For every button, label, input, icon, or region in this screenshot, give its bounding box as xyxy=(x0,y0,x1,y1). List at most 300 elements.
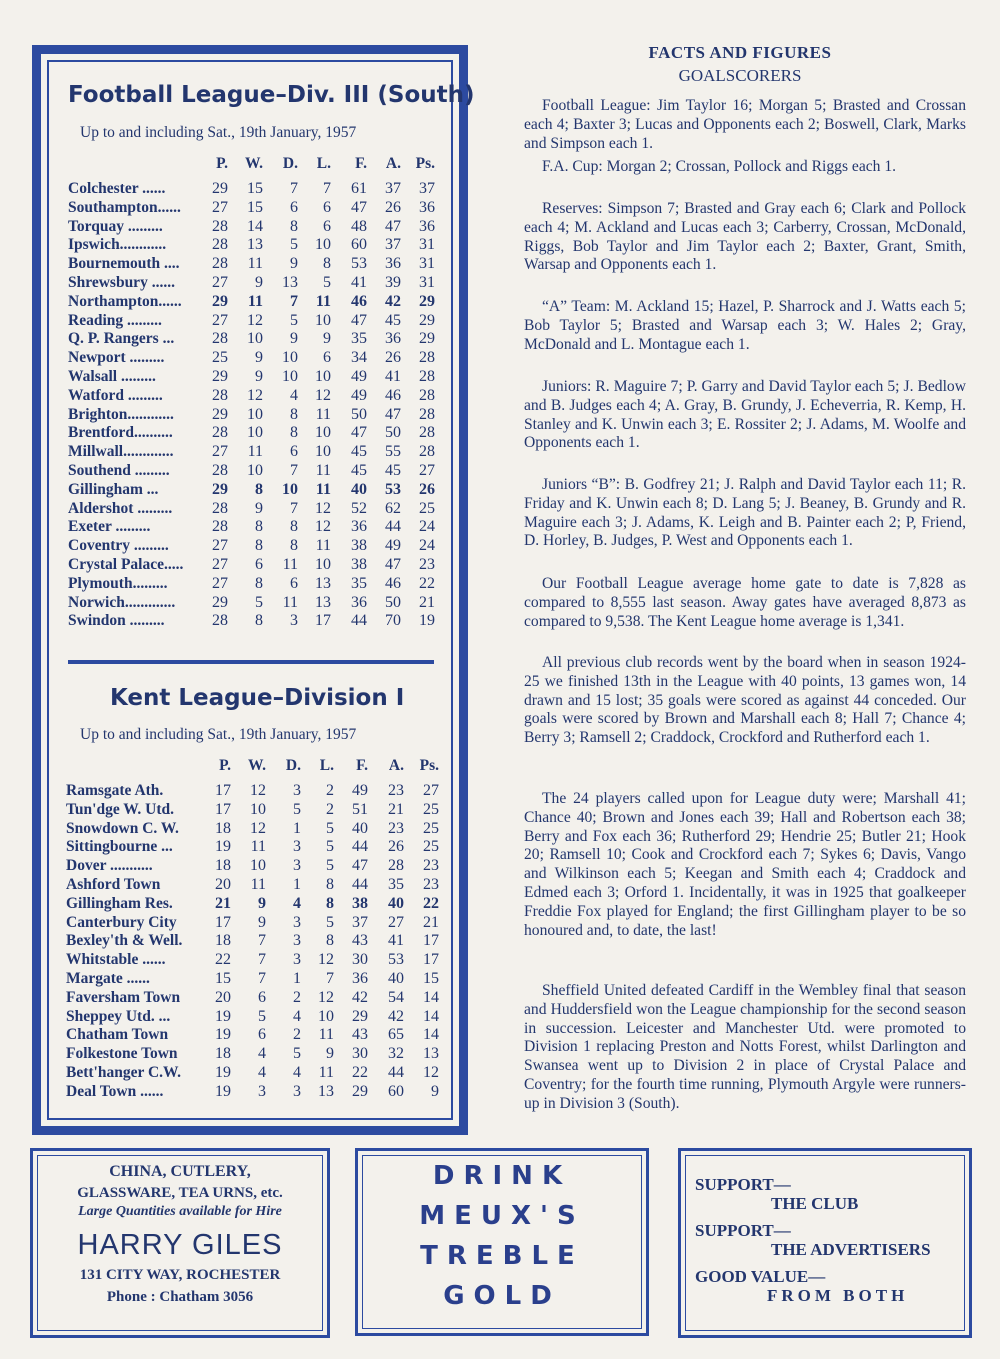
cell-p: 29 xyxy=(212,180,228,197)
div3-header-f: F. xyxy=(355,155,367,172)
facts-heading: FACTS AND FIGURES xyxy=(648,43,832,62)
harry-giles-advert xyxy=(30,1148,330,1338)
cell-w: 10 xyxy=(247,330,263,348)
cell-w: 3 xyxy=(258,1082,266,1100)
cell-d: 2 xyxy=(293,1026,301,1044)
para-a-team: “A” Team: M. Ackland 15; Hazel, P. Sharrock and J. Watts each 5; Bob Taylor 5; Brasted and Warsap each 3; W. Hales 2; Gray, McDonald and L. Montague each 1. xyxy=(524,298,966,353)
cell-p: 28 xyxy=(212,330,228,348)
cell-d: 4 xyxy=(293,894,301,912)
cell-w: 7 xyxy=(258,932,266,950)
cell-p: 28 xyxy=(212,386,228,404)
para-fa-cup: F.A. Cup: Morgan 2; Crossan, Pollock and Riggs each 1. xyxy=(542,158,897,175)
cell-p: 28 xyxy=(212,236,228,254)
cell-l: 10 xyxy=(315,556,331,573)
cell-ps: 29 xyxy=(419,330,435,348)
table-row xyxy=(0,218,436,237)
cell-f: 51 xyxy=(352,800,368,818)
team-name: Torquay ......... xyxy=(68,217,163,235)
support-l3: SUPPORT— xyxy=(695,1221,791,1240)
cell-f: 53 xyxy=(351,255,367,273)
cell-d: 8 xyxy=(290,424,298,442)
cell-p: 28 xyxy=(212,499,228,517)
team-name: Q. P. Rangers ... xyxy=(68,330,175,348)
cell-p: 18 xyxy=(215,819,231,837)
cell-p: 19 xyxy=(215,1064,231,1081)
cell-a: 37 xyxy=(385,236,401,254)
cell-l: 11 xyxy=(315,292,331,310)
cell-f: 38 xyxy=(351,537,367,555)
cell-p: 15 xyxy=(215,970,231,987)
team-name: Sheppey Utd. ... xyxy=(66,1007,171,1025)
cell-d: 3 xyxy=(293,838,301,856)
cell-f: 45 xyxy=(351,462,367,479)
table-row xyxy=(0,537,436,556)
team-name: Whitstable ...... xyxy=(66,951,166,969)
team-name: Watford ......... xyxy=(68,386,163,404)
para-players: The 24 players called upon for League duty were; Marshall 41; Chance 40; Brown and Jones each 39; Hall and Robertson each 38; Berry and Fox each 36; Rutherford 29; Hendrie 25; Butler 21; Hook 20; Ramsell 10; Cook and Crockford each 7; Sykes 6; Davis, Vango and Wilkinson each 5; Keegan and Smith each 4; Craddock and Edmed each 3; Orford 1. Incidentally, it was in 1925 that goalkeeper Freddie Fox played for England; the first Gillingham player to be so honoured and, to date, the last! xyxy=(524,790,966,939)
cell-w: 11 xyxy=(247,255,263,273)
cell-w: 15 xyxy=(247,180,263,197)
para-football-league: Football League: Jim Taylor 16; Morgan 5; Brasted and Crossan each 4; Baxter 3; Lucas and Opponents each 2; Boswell, Clark, Marks and Simpson each 1. xyxy=(524,97,966,152)
cell-f: 29 xyxy=(352,1007,368,1025)
cell-l: 8 xyxy=(323,255,331,273)
div3-header-a: A. xyxy=(385,155,401,172)
cell-l: 12 xyxy=(318,951,334,969)
cell-w: 6 xyxy=(258,1026,266,1044)
cell-w: 10 xyxy=(247,462,263,479)
meux-line2: MEUX'S xyxy=(419,1201,585,1231)
meux-advert xyxy=(355,1148,649,1336)
cell-f: 38 xyxy=(352,894,368,912)
cell-f: 43 xyxy=(352,932,368,950)
cell-w: 4 xyxy=(258,1064,266,1081)
meux-line4: GOLD xyxy=(443,1281,561,1311)
cell-w: 8 xyxy=(255,537,263,555)
cell-ps: 12 xyxy=(423,1064,439,1081)
team-name: Bournemouth .... xyxy=(68,255,180,273)
support-advert xyxy=(678,1148,972,1338)
cell-w: 9 xyxy=(255,274,263,291)
cell-ps: 22 xyxy=(419,574,435,592)
cell-l: 5 xyxy=(326,857,334,875)
cell-w: 8 xyxy=(255,480,263,498)
table-row xyxy=(0,612,436,631)
cell-l: 5 xyxy=(323,274,331,291)
cell-d: 9 xyxy=(290,330,298,348)
team-name: Margate ...... xyxy=(66,970,150,987)
cell-ps: 25 xyxy=(423,819,439,837)
cell-w: 7 xyxy=(258,951,266,969)
cell-w: 12 xyxy=(250,782,266,799)
team-name: Ipswich............ xyxy=(68,236,167,254)
team-name: Gillingham ... xyxy=(68,480,159,498)
cell-l: 2 xyxy=(326,782,334,799)
cell-d: 10 xyxy=(282,368,298,385)
cell-ps: 25 xyxy=(423,838,439,856)
cell-a: 54 xyxy=(388,988,404,1006)
div3-header-l: L. xyxy=(316,155,331,172)
cell-d: 4 xyxy=(290,386,298,404)
cell-f: 49 xyxy=(352,782,368,799)
team-name: Bett'hanger C.W. xyxy=(66,1064,181,1081)
table-row xyxy=(0,594,436,613)
goalscorers-heading: GOALSCORERS xyxy=(678,66,802,85)
table-row xyxy=(0,293,436,312)
cell-p: 28 xyxy=(212,612,228,630)
para-reserves: Reserves: Simpson 7; Brasted and Gray each 6; Clark and Pollock each 4; M. Ackland and Lucas each 3; Carberry, Crossan, McDonald, Riggs, Bob Taylor and Jim Taylor each 2; Baxter, Grant, Smith, Warsap and Opponents each 1. xyxy=(524,200,966,274)
cell-ps: 37 xyxy=(419,180,435,197)
cell-p: 27 xyxy=(212,537,228,555)
cell-l: 5 xyxy=(326,913,334,931)
cell-p: 17 xyxy=(215,782,231,799)
team-name: Millwall............. xyxy=(68,443,174,461)
cell-d: 7 xyxy=(290,180,298,197)
team-name: Walsall ......... xyxy=(68,368,156,385)
cell-w: 8 xyxy=(255,612,263,630)
cell-ps: 28 xyxy=(419,405,435,423)
cell-d: 4 xyxy=(293,1007,301,1025)
cell-a: 41 xyxy=(388,932,404,950)
cell-p: 29 xyxy=(212,292,228,310)
table-row xyxy=(0,1007,439,1027)
table-row xyxy=(0,462,436,481)
cell-l: 17 xyxy=(315,612,331,630)
cell-w: 14 xyxy=(247,217,263,235)
team-name: Ramsgate Ath. xyxy=(66,782,164,799)
cell-a: 42 xyxy=(385,292,401,310)
cell-l: 13 xyxy=(315,574,331,592)
cell-w: 9 xyxy=(255,349,263,367)
giles-name: HARRY GILES xyxy=(77,1229,283,1261)
table-row xyxy=(0,857,439,876)
cell-l: 7 xyxy=(326,970,334,987)
cell-ps: 24 xyxy=(419,518,435,536)
support-l5: GOOD VALUE— xyxy=(695,1267,826,1286)
cell-f: 47 xyxy=(352,857,368,875)
cell-ps: 31 xyxy=(419,274,435,291)
cell-a: 27 xyxy=(388,913,404,931)
cell-d: 3 xyxy=(293,1082,301,1100)
cell-l: 10 xyxy=(315,424,331,442)
team-name: Gillingham Res. xyxy=(66,894,173,912)
cell-ps: 23 xyxy=(423,876,439,893)
kent-header-ps: Ps. xyxy=(419,757,439,774)
kent-header-l: L. xyxy=(319,757,334,774)
cell-w: 11 xyxy=(250,838,266,856)
cell-l: 10 xyxy=(318,1007,334,1025)
cell-ps: 36 xyxy=(419,198,435,216)
kent-table-header xyxy=(0,757,439,777)
cell-f: 47 xyxy=(351,198,367,216)
table-row xyxy=(0,387,436,406)
cell-a: 40 xyxy=(388,894,404,912)
cell-w: 10 xyxy=(250,857,266,875)
cell-w: 4 xyxy=(258,1045,266,1063)
support-l4: THE ADVERTISERS xyxy=(771,1240,931,1259)
cell-d: 8 xyxy=(290,518,298,536)
cell-d: 3 xyxy=(293,951,301,969)
kent-header-a: A. xyxy=(388,757,404,774)
cell-p: 19 xyxy=(215,1082,231,1100)
team-name: Colchester ...... xyxy=(68,180,166,197)
team-name: Deal Town ...... xyxy=(66,1082,164,1100)
table-row xyxy=(0,518,436,537)
div3-header-d: D. xyxy=(282,155,298,172)
cell-l: 11 xyxy=(315,480,331,498)
cell-p: 28 xyxy=(212,424,228,442)
cell-p: 18 xyxy=(215,857,231,875)
cell-w: 9 xyxy=(255,368,263,385)
cell-f: 60 xyxy=(351,236,367,254)
cell-f: 40 xyxy=(352,819,368,837)
cell-l: 12 xyxy=(315,499,331,517)
cell-l: 10 xyxy=(315,236,331,254)
cell-a: 55 xyxy=(385,443,401,461)
cell-f: 47 xyxy=(351,311,367,329)
cell-f: 50 xyxy=(351,405,367,423)
cell-ps: 23 xyxy=(419,556,435,573)
table-row xyxy=(0,988,439,1008)
table-row xyxy=(0,406,436,425)
team-name: Swindon ......... xyxy=(68,612,165,630)
cell-f: 44 xyxy=(351,612,367,630)
cell-a: 47 xyxy=(385,217,401,235)
cell-ps: 36 xyxy=(419,217,435,235)
team-name: Reading ......... xyxy=(68,311,162,329)
cell-a: 44 xyxy=(388,1064,404,1081)
cell-ps: 28 xyxy=(419,443,435,461)
cell-d: 1 xyxy=(293,819,301,837)
cell-w: 8 xyxy=(255,518,263,536)
cell-f: 44 xyxy=(352,876,368,893)
cell-p: 19 xyxy=(215,1026,231,1044)
team-name: Northampton...... xyxy=(68,292,182,310)
table-row xyxy=(0,951,439,970)
cell-w: 12 xyxy=(247,386,263,404)
cell-p: 29 xyxy=(212,405,228,423)
cell-p: 29 xyxy=(212,368,228,385)
team-name: Snowdown C. W. xyxy=(66,819,179,837)
cell-l: 11 xyxy=(318,1064,334,1081)
cell-a: 62 xyxy=(385,499,401,517)
para-club-records: All previous club records went by the board when in season 1924-25 we finished 13th in the League with 40 points, 13 games won, 14 drawn and 15 lost; 35 goals were scored as against 44 conceded. Our goals were scored by Brown and Marshall each 8; Hall 7; Chance 4; Berry 3; Ramsell 2; Craddock, Crockford and Rutherford each 1. xyxy=(524,654,966,747)
cell-w: 11 xyxy=(247,443,263,461)
cell-d: 5 xyxy=(290,311,298,329)
cell-a: 39 xyxy=(385,274,401,291)
cell-l: 11 xyxy=(315,537,331,555)
cell-f: 38 xyxy=(351,556,367,573)
cell-f: 49 xyxy=(351,386,367,404)
cell-p: 19 xyxy=(215,1007,231,1025)
cell-ps: 27 xyxy=(423,782,439,799)
cell-l: 2 xyxy=(326,800,334,818)
cell-w: 6 xyxy=(255,556,263,573)
cell-p: 28 xyxy=(212,518,228,536)
giles-phone: Phone : Chatham 3056 xyxy=(106,1289,254,1305)
team-name: Bexley'th & Well. xyxy=(66,932,183,950)
cell-a: 41 xyxy=(385,368,401,385)
team-name: Brighton............ xyxy=(68,405,174,423)
cell-l: 6 xyxy=(323,198,331,216)
cell-ps: 29 xyxy=(419,311,435,329)
cell-f: 35 xyxy=(351,330,367,348)
cell-ps: 19 xyxy=(419,612,435,630)
cell-d: 11 xyxy=(282,556,298,573)
cell-d: 8 xyxy=(290,405,298,423)
cell-w: 8 xyxy=(255,574,263,592)
cell-l: 12 xyxy=(315,518,331,536)
team-name: Sittingbourne ... xyxy=(66,838,173,856)
table-row xyxy=(0,312,436,331)
cell-d: 11 xyxy=(282,593,298,611)
cell-l: 6 xyxy=(323,217,331,235)
cell-l: 5 xyxy=(326,819,334,837)
cell-w: 9 xyxy=(258,894,266,912)
cell-d: 3 xyxy=(293,857,301,875)
para-juniors-b: Juniors “B”: B. Godfrey 21; J. Ralph and David Taylor each 11; R. Friday and K. Unwin each 8; D. Lang 5; J. Beaney, B. Grundy and R. Maguire each 3; J. Adams, K. Leigh and B. Painter each 2; P, Friend, D. Horley, B. Judges, P. West and Opponents each 1. xyxy=(524,476,966,550)
table-row xyxy=(0,838,439,857)
kent-header-f: F. xyxy=(356,757,368,774)
cell-f: 35 xyxy=(351,574,367,592)
cell-p: 29 xyxy=(212,593,228,611)
cell-w: 11 xyxy=(250,876,266,893)
cell-a: 50 xyxy=(385,593,401,611)
cell-l: 8 xyxy=(326,876,334,893)
cell-d: 3 xyxy=(293,932,301,950)
cell-d: 3 xyxy=(293,782,301,799)
cell-ps: 26 xyxy=(419,480,435,498)
cell-d: 6 xyxy=(290,198,298,216)
cell-ps: 21 xyxy=(419,593,435,611)
cell-l: 13 xyxy=(318,1082,334,1100)
meux-line1: DRINK xyxy=(432,1161,572,1191)
team-name: Faversham Town xyxy=(66,988,181,1006)
para-juniors: Juniors: R. Maguire 7; P. Garry and David Taylor each 5; J. Bedlow and B. Judges each 4; A. Gray, B. Grundy, J. Echeverria, R. Kemp, H. Stanley and K. Unwin each 3; E. Rossiter 2; J. Adams, M. Woolfe and Opponents each 1. xyxy=(524,378,966,452)
cell-p: 27 xyxy=(212,198,228,216)
table-row xyxy=(0,575,436,594)
table-row xyxy=(0,894,439,914)
cell-d: 4 xyxy=(293,1064,301,1081)
cell-a: 53 xyxy=(385,480,401,498)
team-name: Norwich............. xyxy=(68,593,176,611)
cell-ps: 15 xyxy=(423,970,439,987)
table-row xyxy=(0,932,439,951)
cell-f: 44 xyxy=(352,838,368,856)
team-name: Aldershot ......... xyxy=(68,499,173,517)
cell-p: 28 xyxy=(212,462,228,479)
cell-d: 3 xyxy=(290,612,298,630)
div3-header-w: W. xyxy=(245,155,263,172)
cell-d: 6 xyxy=(290,574,298,592)
team-name: Crystal Palace..... xyxy=(68,556,184,573)
cell-p: 25 xyxy=(212,349,228,367)
cell-d: 9 xyxy=(290,255,298,273)
div3-header-p: P. xyxy=(216,155,228,172)
cell-l: 7 xyxy=(323,180,331,197)
cell-a: 42 xyxy=(388,1007,404,1025)
cell-f: 61 xyxy=(351,180,367,197)
cell-f: 36 xyxy=(352,970,368,987)
cell-w: 7 xyxy=(258,970,266,987)
cell-d: 5 xyxy=(293,1045,301,1063)
kent-subtitle: Up to and including Sat., 19th January, 1957 xyxy=(80,726,357,743)
table-row xyxy=(0,819,439,839)
cell-f: 46 xyxy=(351,292,367,310)
cell-p: 28 xyxy=(212,217,228,235)
cell-a: 36 xyxy=(385,330,401,348)
cell-a: 46 xyxy=(385,386,401,404)
cell-l: 10 xyxy=(315,368,331,385)
cell-w: 6 xyxy=(258,988,266,1006)
table-row xyxy=(0,481,436,500)
cell-l: 10 xyxy=(315,443,331,461)
team-name: Southampton...... xyxy=(68,198,181,216)
team-name: Newport ......... xyxy=(68,349,165,367)
cell-d: 7 xyxy=(290,292,298,310)
cell-f: 30 xyxy=(352,1045,368,1063)
cell-w: 10 xyxy=(250,800,266,818)
cell-d: 6 xyxy=(290,443,298,461)
table-row xyxy=(0,349,436,368)
cell-p: 22 xyxy=(215,951,231,969)
cell-d: 8 xyxy=(290,537,298,555)
cell-p: 27 xyxy=(212,443,228,461)
kent-title: Kent League–Division I xyxy=(110,685,405,711)
cell-ps: 28 xyxy=(419,349,435,367)
table-row xyxy=(0,1064,439,1083)
team-name: Dover ........... xyxy=(66,857,153,875)
table-row xyxy=(0,876,439,895)
cell-ps: 13 xyxy=(423,1045,439,1063)
cell-d: 5 xyxy=(290,236,298,254)
cell-a: 23 xyxy=(388,819,404,837)
cell-d: 1 xyxy=(293,876,301,893)
cell-d: 10 xyxy=(282,480,298,498)
cell-w: 13 xyxy=(247,236,263,254)
cell-f: 29 xyxy=(352,1082,368,1100)
cell-a: 28 xyxy=(388,857,404,875)
cell-p: 20 xyxy=(215,876,231,893)
support-l2: THE CLUB xyxy=(771,1194,859,1213)
cell-ps: 17 xyxy=(423,932,439,950)
table-row xyxy=(0,1045,439,1064)
cell-a: 47 xyxy=(385,405,401,423)
cell-f: 52 xyxy=(351,499,367,517)
cell-a: 49 xyxy=(385,537,401,555)
cell-f: 22 xyxy=(352,1064,368,1081)
cell-f: 36 xyxy=(351,593,367,611)
cell-a: 65 xyxy=(388,1026,404,1044)
giles-line1: CHINA, CUTLERY, xyxy=(109,1163,251,1180)
table-row xyxy=(0,782,439,801)
cell-w: 9 xyxy=(255,499,263,517)
cell-p: 18 xyxy=(215,932,231,950)
support-l6: FROM BOTH xyxy=(767,1286,909,1305)
table-row xyxy=(0,368,436,387)
cell-ps: 31 xyxy=(419,255,435,273)
table-row xyxy=(0,556,436,575)
cell-p: 17 xyxy=(215,800,231,818)
cell-p: 27 xyxy=(212,274,228,291)
cell-a: 40 xyxy=(388,970,404,987)
cell-d: 7 xyxy=(290,499,298,517)
cell-ps: 9 xyxy=(431,1082,439,1100)
cell-f: 30 xyxy=(352,951,368,969)
cell-f: 42 xyxy=(352,988,368,1006)
cell-ps: 25 xyxy=(419,499,435,517)
giles-address: 131 CITY WAY, ROCHESTER xyxy=(79,1267,281,1283)
support-l1: SUPPORT— xyxy=(695,1175,791,1194)
